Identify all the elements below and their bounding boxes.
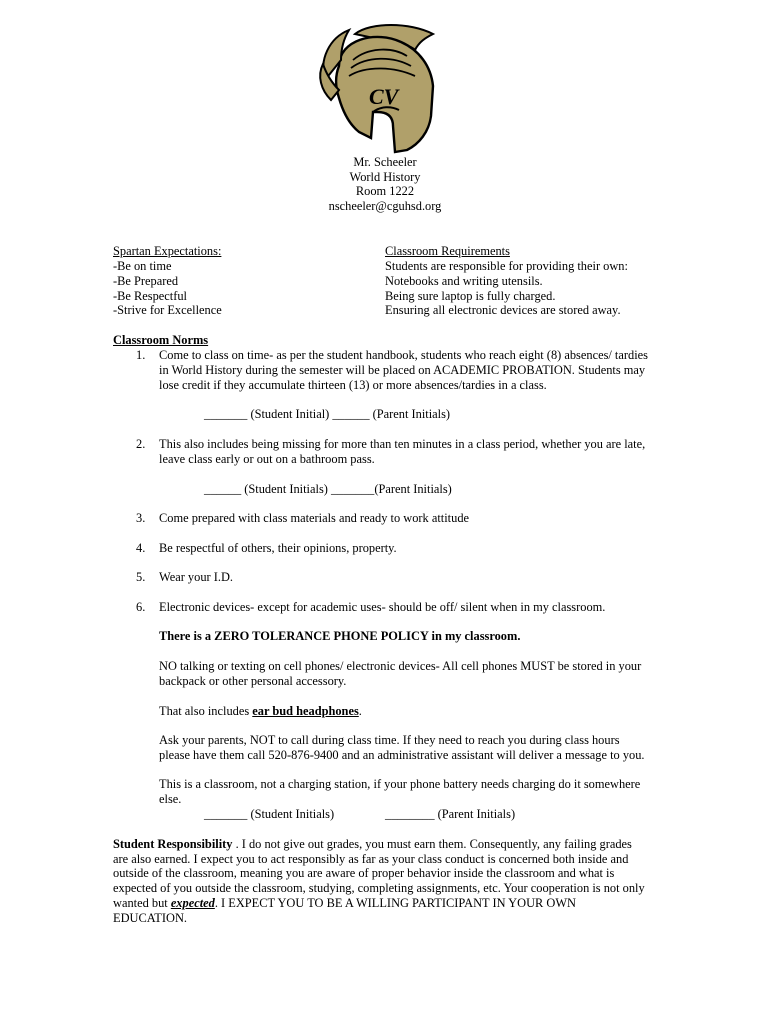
responsibility-heading: Student Responsibility xyxy=(113,837,233,851)
requirement-line: Notebooks and writing utensils. xyxy=(385,274,543,288)
initials-line[interactable]: ______ (Student Initials) _______(Parent Initials) xyxy=(204,482,452,496)
expectations-heading: Spartan Expectations: xyxy=(113,244,222,258)
expectation-item: -Be Prepared xyxy=(113,274,179,288)
expectation-item: -Be Respectful xyxy=(113,289,187,303)
policy-text: Ask your parents, NOT to call during class time. If they need to reach you during class hours xyxy=(159,733,620,747)
policy-text: please have them call 520-876-9400 and an administrative assistant will deliver a message to you. xyxy=(159,748,645,762)
policy-text: backpack or other personal accessory. xyxy=(159,674,347,688)
responsibility-prefix: wanted but xyxy=(113,896,171,910)
policy-text: This is a classroom, not a charging station, if your phone battery needs charging do it somewhere xyxy=(159,777,641,791)
room-number: Room 1222 xyxy=(355,184,415,199)
zero-tolerance-notice: There is a ZERO TOLERANCE PHONE POLICY in my classroom. xyxy=(159,629,521,643)
responsibility-suffix: . I EXPECT YOU TO BE A WILLING PARTICIPANT IN YOUR OWN xyxy=(214,896,576,910)
student-initials-line[interactable]: _______ (Student Initials) xyxy=(204,807,335,821)
earbuds-suffix: . xyxy=(358,704,362,718)
expectation-item: -Be on time xyxy=(113,259,172,273)
requirement-line: Being sure laptop is fully charged. xyxy=(385,289,556,303)
course-name: World History xyxy=(349,169,421,184)
teacher-header xyxy=(0,155,770,213)
policy-text: NO talking or texting on cell phones/ electronic devices- All cell phones MUST be stored in your xyxy=(159,659,642,673)
teacher-name: Mr. Scheeler xyxy=(353,155,417,169)
initials-line[interactable]: _______ (Student Initial) ______ (Parent Initials) xyxy=(204,407,451,421)
logo-letters: CV xyxy=(369,84,399,109)
norm-text: leave class early or out on a bathroom pass. xyxy=(159,452,375,466)
norm-text: Wear your I.D. xyxy=(159,570,234,584)
spartan-helmet-logo xyxy=(315,20,451,156)
norm-text: This also includes being missing for more than ten minutes in a class period, whether you are late, xyxy=(159,437,646,451)
norm-text: Come to class on time- as per the student handbook, students who reach eight (8) absences/ tardies xyxy=(159,348,648,362)
requirement-line: Ensuring all electronic devices are stored away. xyxy=(385,303,621,317)
norm-text: Come prepared with class materials and ready to work attitude xyxy=(159,511,470,525)
expectation-item: -Strive for Excellence xyxy=(113,303,222,317)
requirements-heading: Classroom Requirements xyxy=(385,244,510,258)
responsibility-line xyxy=(113,896,576,911)
norm-number: 1. xyxy=(136,348,146,362)
norm-text: Electronic devices- except for academic uses- should be off/ silent when in my classroom. xyxy=(159,600,606,614)
norm-text: Be respectful of others, their opinions, property. xyxy=(159,541,397,555)
parent-initials-line[interactable]: ________ (Parent Initials) xyxy=(385,807,516,821)
norm-text: lose credit if they accumulate thirteen (13) or more absences/tardies in a class. xyxy=(159,378,547,392)
teacher-email[interactable]: nscheeler@cguhsd.org xyxy=(328,198,442,213)
earbuds-line xyxy=(159,704,362,719)
responsibility-text: EDUCATION. xyxy=(113,911,187,925)
norm-number: 6. xyxy=(136,600,146,614)
responsibility-text: outside of the classroom, meaning you are aware of proper behavior inside the classroom and what is xyxy=(113,866,615,880)
earbuds-prefix: That also includes xyxy=(159,704,253,718)
expected-emphasis: expected xyxy=(170,896,215,910)
earbuds-emphasis: ear bud headphones xyxy=(252,704,359,718)
policy-text: else. xyxy=(159,792,182,806)
norms-heading: Classroom Norms xyxy=(113,333,209,347)
responsibility-text: expected of you outside the classroom, studying, completing assignments, etc. Your cooperation is not only xyxy=(113,881,645,895)
responsibility-text: . I do not give out grades, you must earn them. Consequently, any failing grades xyxy=(232,837,632,851)
norm-number: 3. xyxy=(136,511,146,525)
responsibility-text: are also earned. I expect you to act responsibly as far as your class conduct is concerned both inside and xyxy=(113,852,629,866)
norm-number: 5. xyxy=(136,570,146,584)
norm-number: 4. xyxy=(136,541,146,555)
responsibility-line xyxy=(113,837,632,852)
norm-text: in World History during the semester will be placed on ACADEMIC PROBATION. Students may xyxy=(159,363,646,377)
requirement-line: Students are responsible for providing their own: xyxy=(385,259,628,273)
norm-number: 2. xyxy=(136,437,146,451)
